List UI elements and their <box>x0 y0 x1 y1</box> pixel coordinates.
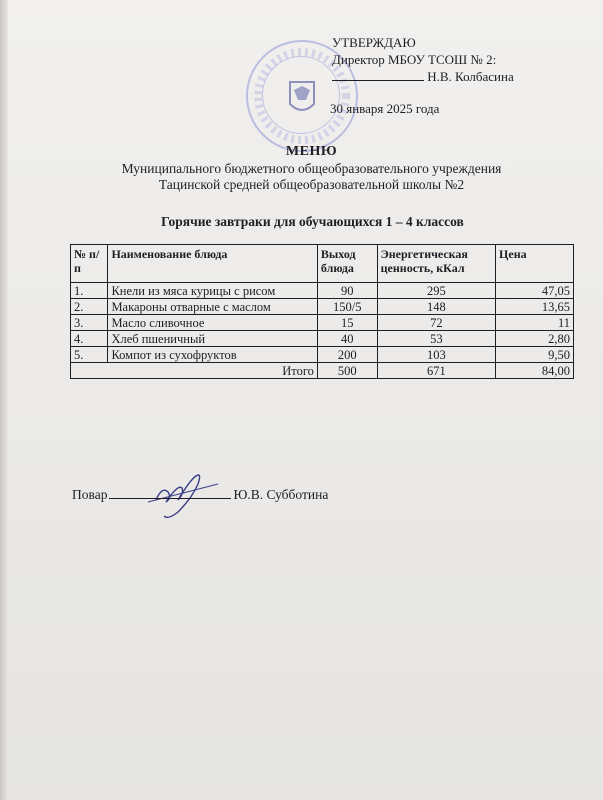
signature-blank <box>332 69 424 81</box>
row-output: 90 <box>317 283 377 299</box>
row-num: 2. <box>71 299 108 315</box>
col-header-output: Выход блюда <box>317 245 377 283</box>
row-output: 15 <box>317 315 377 331</box>
row-num: 5. <box>71 347 108 363</box>
approval-position: Директор МБОУ ТСОШ № 2: <box>332 52 497 67</box>
row-price: 9,50 <box>496 347 574 363</box>
row-dish: Макароны отварные с маслом <box>108 299 317 315</box>
row-output: 150/5 <box>317 299 377 315</box>
table-row <box>71 299 574 315</box>
meal-title: Горячие завтраки для обучающихся 1 – 4 классов <box>161 214 464 229</box>
total-output: 500 <box>317 363 377 379</box>
cook-signature-block <box>72 486 328 503</box>
table-row <box>71 331 574 347</box>
total-label: Итого <box>71 363 318 379</box>
org-name-line1: Муниципального бюджетного общеобразовательного учреждения <box>121 161 502 176</box>
row-num: 3. <box>71 315 108 331</box>
table-total-row <box>71 363 574 379</box>
row-num: 1. <box>71 283 108 299</box>
row-energy: 148 <box>377 299 495 315</box>
page-fold-shadow <box>0 0 8 800</box>
row-energy: 103 <box>377 347 495 363</box>
approval-heading: УТВЕРЖДАЮ <box>332 35 416 50</box>
table-header-row <box>71 245 574 283</box>
cook-signature-line <box>109 486 231 499</box>
org-name-line2: Тацинской средней общеобразовательной школы №2 <box>158 177 465 192</box>
row-price: 11 <box>496 315 574 331</box>
approval-name: Н.В. Колбасина <box>427 69 514 84</box>
cook-name: Ю.В. Субботина <box>233 487 329 502</box>
approval-signature-line <box>332 68 514 85</box>
row-output: 200 <box>317 347 377 363</box>
row-output: 40 <box>317 331 377 347</box>
row-energy: 295 <box>377 283 495 299</box>
col-header-price: Цена <box>496 245 574 283</box>
menu-table <box>70 244 574 379</box>
row-energy: 72 <box>377 315 495 331</box>
row-dish: Компот из сухофруктов <box>108 347 317 363</box>
row-price: 13,65 <box>496 299 574 315</box>
row-dish: Масло сливочное <box>108 315 317 331</box>
row-dish: Кнели из мяса курицы с рисом <box>108 283 317 299</box>
document-title: МЕНЮ <box>285 144 338 159</box>
cook-label: Повар <box>72 487 108 502</box>
approval-block <box>332 34 514 85</box>
total-price: 84,00 <box>496 363 574 379</box>
total-energy: 671 <box>377 363 495 379</box>
col-header-num: № п/п <box>71 245 108 283</box>
row-num: 4. <box>71 331 108 347</box>
col-header-energy: Энергетическая ценность, кКал <box>377 245 495 283</box>
table-row <box>71 347 574 363</box>
row-energy: 53 <box>377 331 495 347</box>
table-row <box>71 283 574 299</box>
row-dish: Хлеб пшеничный <box>108 331 317 347</box>
table-row <box>71 315 574 331</box>
approval-date: 30 января 2025 года <box>330 101 440 116</box>
row-price: 2,80 <box>496 331 574 347</box>
col-header-name: Наименование блюда <box>108 245 317 283</box>
row-price: 47,05 <box>496 283 574 299</box>
